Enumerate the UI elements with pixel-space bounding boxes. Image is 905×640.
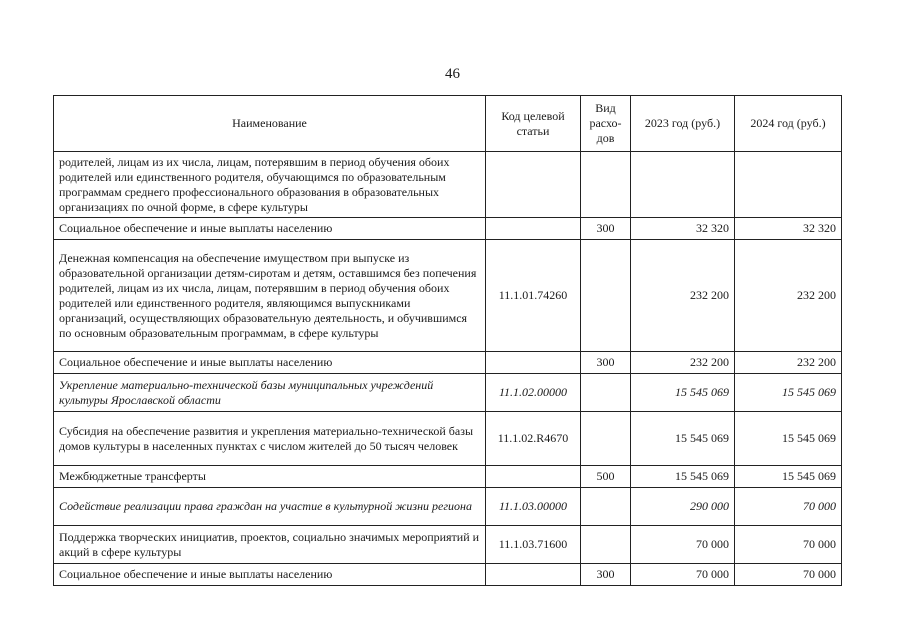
header-row bbox=[54, 96, 842, 152]
cell-2024: 32 320 bbox=[735, 218, 842, 240]
cell-2024: 70 000 bbox=[735, 526, 842, 564]
cell-type bbox=[581, 488, 631, 526]
cell-name: Субсидия на обеспечение развития и укрепления материально-технической базы домов культуры в населенных пунктах с числом жителей до 50 тысяч человек bbox=[54, 412, 486, 466]
header-2024: 2024 год (руб.) bbox=[735, 96, 842, 152]
page-number: 46 bbox=[445, 66, 460, 82]
cell-type: 300 bbox=[581, 564, 631, 586]
cell-code bbox=[486, 466, 581, 488]
cell-2024 bbox=[735, 152, 842, 218]
cell-name: Социальное обеспечение и иные выплаты населению bbox=[54, 352, 486, 374]
cell-2023: 70 000 bbox=[631, 564, 735, 586]
cell-2023 bbox=[631, 152, 735, 218]
cell-code: 11.1.03.71600 bbox=[486, 526, 581, 564]
cell-name: Укрепление материально-технической базы муниципальных учреждений культуры Ярославской области bbox=[54, 374, 486, 412]
cell-name: Поддержка творческих инициатив, проектов, социально значимых мероприятий и акций в сфере культуры bbox=[54, 526, 486, 564]
cell-2023: 32 320 bbox=[631, 218, 735, 240]
cell-code bbox=[486, 152, 581, 218]
cell-code bbox=[486, 352, 581, 374]
table-row bbox=[54, 152, 842, 218]
table-row bbox=[54, 374, 842, 412]
cell-2024: 15 545 069 bbox=[735, 466, 842, 488]
header-type: Вид расхо-дов bbox=[581, 96, 631, 152]
cell-type bbox=[581, 374, 631, 412]
cell-type bbox=[581, 240, 631, 352]
cell-2024: 70 000 bbox=[735, 564, 842, 586]
cell-type: 500 bbox=[581, 466, 631, 488]
header-name: Наименование bbox=[54, 96, 486, 152]
cell-2023: 15 545 069 bbox=[631, 374, 735, 412]
table-row bbox=[54, 466, 842, 488]
cell-2024: 70 000 bbox=[735, 488, 842, 526]
cell-2024: 15 545 069 bbox=[735, 374, 842, 412]
cell-code: 11.1.03.00000 bbox=[486, 488, 581, 526]
table-row bbox=[54, 488, 842, 526]
cell-2023: 290 000 bbox=[631, 488, 735, 526]
cell-2024: 232 200 bbox=[735, 240, 842, 352]
cell-2023: 15 545 069 bbox=[631, 466, 735, 488]
table-row bbox=[54, 564, 842, 586]
cell-2023: 232 200 bbox=[631, 352, 735, 374]
table-row bbox=[54, 352, 842, 374]
table-row bbox=[54, 412, 842, 466]
cell-2024: 15 545 069 bbox=[735, 412, 842, 466]
cell-2024: 232 200 bbox=[735, 352, 842, 374]
table-row bbox=[54, 240, 842, 352]
cell-type bbox=[581, 412, 631, 466]
cell-code bbox=[486, 564, 581, 586]
cell-name: Социальное обеспечение и иные выплаты населению bbox=[54, 218, 486, 240]
header-2023: 2023 год (руб.) bbox=[631, 96, 735, 152]
cell-name: родителей, лицам из их числа, лицам, потерявшим в период обучения обоих родителей или единственного родителя, обучающимся по образовательным программам среднего профессионального образования в образовательных организациях по очной форме, в сфере культуры bbox=[54, 152, 486, 218]
cell-code: 11.1.02.00000 bbox=[486, 374, 581, 412]
cell-name: Денежная компенсация на обеспечение имуществом при выпуске из образовательной организации детям-сиротам и детям, оставшимся без попечения родителей, лицам из их числа, лицам, потерявшим в период обучения обоих родителей или единственного родителя, являющимся выпускниками организаций, осуществляющих образовательную деятельность, и обучившимся по основным образовательным программам, в сфере культуры bbox=[54, 240, 486, 352]
budget-table bbox=[53, 95, 842, 586]
cell-code bbox=[486, 218, 581, 240]
table-row bbox=[54, 218, 842, 240]
cell-type bbox=[581, 526, 631, 564]
cell-2023: 15 545 069 bbox=[631, 412, 735, 466]
cell-name: Межбюджетные трансферты bbox=[54, 466, 486, 488]
cell-code: 11.1.02.R4670 bbox=[486, 412, 581, 466]
cell-type: 300 bbox=[581, 218, 631, 240]
cell-2023: 70 000 bbox=[631, 526, 735, 564]
cell-type bbox=[581, 152, 631, 218]
cell-2023: 232 200 bbox=[631, 240, 735, 352]
table-row bbox=[54, 526, 842, 564]
cell-type: 300 bbox=[581, 352, 631, 374]
cell-name: Социальное обеспечение и иные выплаты населению bbox=[54, 564, 486, 586]
header-code: Код целевой статьи bbox=[486, 96, 581, 152]
cell-name: Содействие реализации права граждан на участие в культурной жизни региона bbox=[54, 488, 486, 526]
cell-code: 11.1.01.74260 bbox=[486, 240, 581, 352]
